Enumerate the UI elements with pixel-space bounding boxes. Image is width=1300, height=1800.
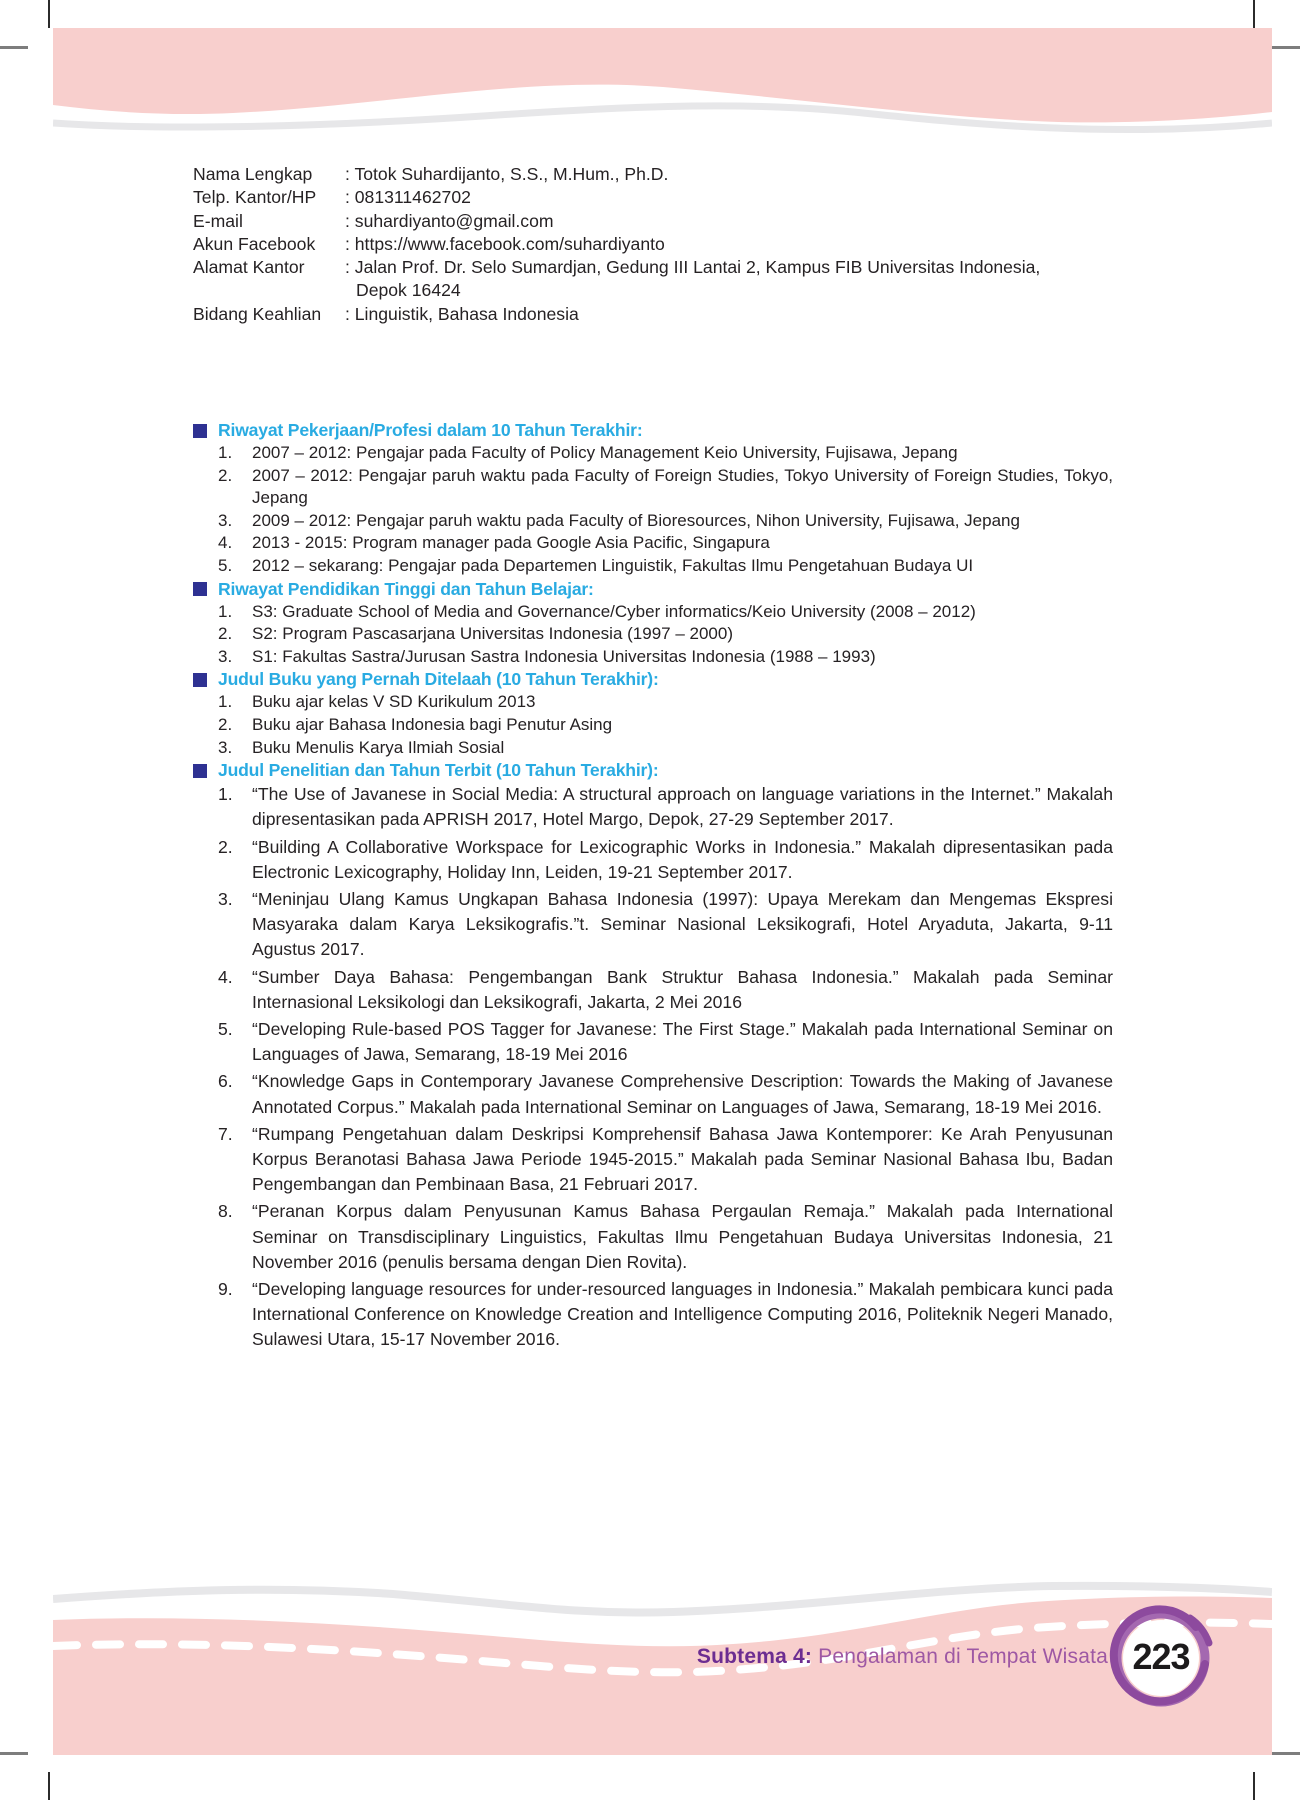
section-judul-penelitian [193,759,1113,1352]
list-item: “Sumber Daya Bahasa: Pengembangan Bank Struktur Bahasa Indonesia.” Makalah pada Seminar Internasional Leksikologi dan Leksikografi, Jakarta, 2 Mei 2016 [252,966,1113,1012]
list-item: Buku ajar Bahasa Indonesia bagi Penutur Asing [252,714,613,734]
crop-mark [48,1772,50,1800]
list-item: Buku ajar kelas V SD Kurikulum 2013 [252,692,536,712]
list-item: 2007 – 2012: Pengajar paruh waktu pada Faculty of Foreign Studies, Tokyo University of Foreign Studies, Tokyo, Jepang [252,465,1113,508]
contact-value: : Linguistik, Bahasa Indonesia [345,303,579,324]
header-wave [53,28,1272,158]
square-bullet-icon [193,582,207,596]
list-item: “The Use of Javanese in Social Media: A structural approach on language variations in the Internet.” Makalah dipresentasikan pada APRISH 2017, Hotel Margo, Depok, 27-29 September 2017. [252,784,1113,830]
section-judul-buku [193,668,1113,759]
section-riwayat-pekerjaan [193,419,1113,578]
contact-label: Telp. Kantor/HP [193,187,317,208]
crop-mark [1253,1772,1255,1800]
contact-label: Nama Lengkap [193,164,313,184]
contact-label: Akun Facebook [193,233,316,254]
footer-caption [560,1645,1108,1669]
crop-mark [1253,0,1255,28]
section-heading: Judul Buku yang Pernah Ditelaah (10 Tahun Terakhir): [218,669,659,690]
list-item: “Developing Rule-based POS Tagger for Javanese: The First Stage.” Makalah pada International Seminar on Languages of Jawa, Semarang, 18-19 Mei 2016 [252,1018,1113,1065]
list-item: S2: Program Pascasarjana Universitas Indonesia (1997 – 2000) [252,624,733,644]
header-band [53,28,1272,158]
contact-row [193,163,1113,186]
contact-info [193,163,1113,326]
section-heading: Riwayat Pendidikan Tinggi dan Tahun Belajar: [218,578,594,599]
contact-row [193,233,1113,256]
section-heading: Judul Penelitian dan Tahun Terbit (10 Tahun Terakhir): [218,760,659,781]
square-bullet-icon [193,673,207,687]
contact-value: : 081311462702 [345,187,471,208]
numbered-list [193,601,1113,669]
contact-row [193,303,1113,326]
subtema-label: Subtema 4 [696,1645,805,1668]
crop-mark [1272,46,1300,49]
crop-mark [48,0,50,28]
list-item: 2007 – 2012: Pengajar pada Faculty of Policy Management Keio University, Fujisawa, Jepang [252,443,958,462]
square-bullet-icon [193,424,207,438]
list-item: 2012 – sekarang: Pengajar pada Departemen Linguistik, Fakultas Ilmu Pengetahuan Budaya UI [252,555,974,575]
list-item: 2013 - 2015: Program manager pada Google Asia Pacific, Singapura [252,533,770,553]
crop-mark [0,1752,28,1755]
section-header [193,578,1113,601]
list-item: S1: Fakultas Sastra/Jurusan Sastra Indonesia Universitas Indonesia (1988 – 1993) [252,646,876,666]
section-header [193,419,1113,442]
contact-row [193,210,1113,233]
list-item: “Knowledge Gaps in Contemporary Javanese Comprehensive Description: Towards the Making of Javanese Annotated Corpus.” Makalah pada International Seminar on Languages of Jawa, Semarang, 18-19 Mei 2016. [252,1071,1113,1117]
author-cv [193,419,1113,1355]
contact-label: Bidang Keahlian [193,303,322,324]
list-item: “Rumpang Pengetahuan dalam Deskripsi Komprehensif Bahasa Jawa Kontemporer: Ke Arah Penyusunan Korpus Beranotasi Bahasa Jawa Periode 1945-2015.” Makalah pada Seminar Nasional Bahasa Ibu, Badan Pengembangan dan Pembinaan Basa, 21 Februari 2017. [252,1123,1113,1195]
contact-label: E-mail [193,210,243,231]
section-heading: Riwayat Pekerjaan/Profesi dalam 10 Tahun Terakhir: [218,420,643,440]
contact-row [193,186,1113,209]
list-item: Buku Menulis Karya Ilmiah Sosial [252,737,505,757]
list-item: “Peranan Korpus dalam Penyusunan Kamus Bahasa Pergaulan Remaja.” Makalah pada International Seminar on Transdisciplinary Linguistics, Fakultas Ilmu Pengetahuan Budaya Universitas Indonesia, 21 November 2016 (penulis bersama dengan Dien Rovita). [252,1201,1113,1272]
numbered-list [193,442,1113,578]
contact-value: : suhardiyanto@gmail.com [345,210,554,231]
section-riwayat-pendidikan [193,578,1113,669]
list-item: 2009 – 2012: Pengajar paruh waktu pada Faculty of Bioresources, Nihon University, Fujisawa, Jepang [252,510,1020,530]
square-bullet-icon [193,764,207,778]
list-item: “Meninjau Ulang Kamus Ungkapan Bahasa Indonesia (1997): Upaya Merekam dan Mengemas Ekspresi Masyaraka dalam Karya Leksikografis.”t. Seminar Nasional Leksikografi, Hotel Aryaduta, Jakarta, 9-11 Agustus 2017. [252,888,1113,960]
contact-value: : Totok Suhardijanto, S.S., M.Hum., Ph.D. [345,164,669,184]
contact-label: Alamat Kantor [193,257,305,278]
contact-value: : Jalan Prof. Dr. Selo Sumardjan, Gedung III Lantai 2, Kampus FIB Universitas Indonesia, Depok 16424 [345,257,1041,301]
page-number-badge [1106,1602,1216,1712]
numbered-list [193,691,1113,759]
crop-mark [1272,1752,1300,1755]
numbered-list [193,782,1113,1352]
contact-value: : https://www.facebook.com/suhardiyanto [345,233,665,254]
contact-row [193,256,1113,303]
subtema-title: Pengalaman di Tempat Wisata [818,1645,1108,1668]
list-item: “Building A Collaborative Workspace for Lexicographic Works in Indonesia.” Makalah dipresentasikan pada Electronic Lexicography, Holiday Inn, Leiden, 19-21 September 2017. [252,836,1113,882]
section-header [193,668,1113,691]
subtema-separator: : [804,1645,819,1668]
section-header [193,759,1113,782]
list-item: S3: Graduate School of Media and Governance/Cyber informatics/Keio University (2008 – 2012) [252,601,976,621]
crop-mark [0,46,28,49]
page-number: 223 [1132,1636,1190,1677]
list-item: “Developing language resources for under-resourced languages in Indonesia.” Makalah pembicara kunci pada International Conference on Knowledge Creation and Intelligence Computing 2016, Politeknik Negeri Manado, Sulawesi Utara, 15-17 November 2016. [252,1278,1113,1350]
